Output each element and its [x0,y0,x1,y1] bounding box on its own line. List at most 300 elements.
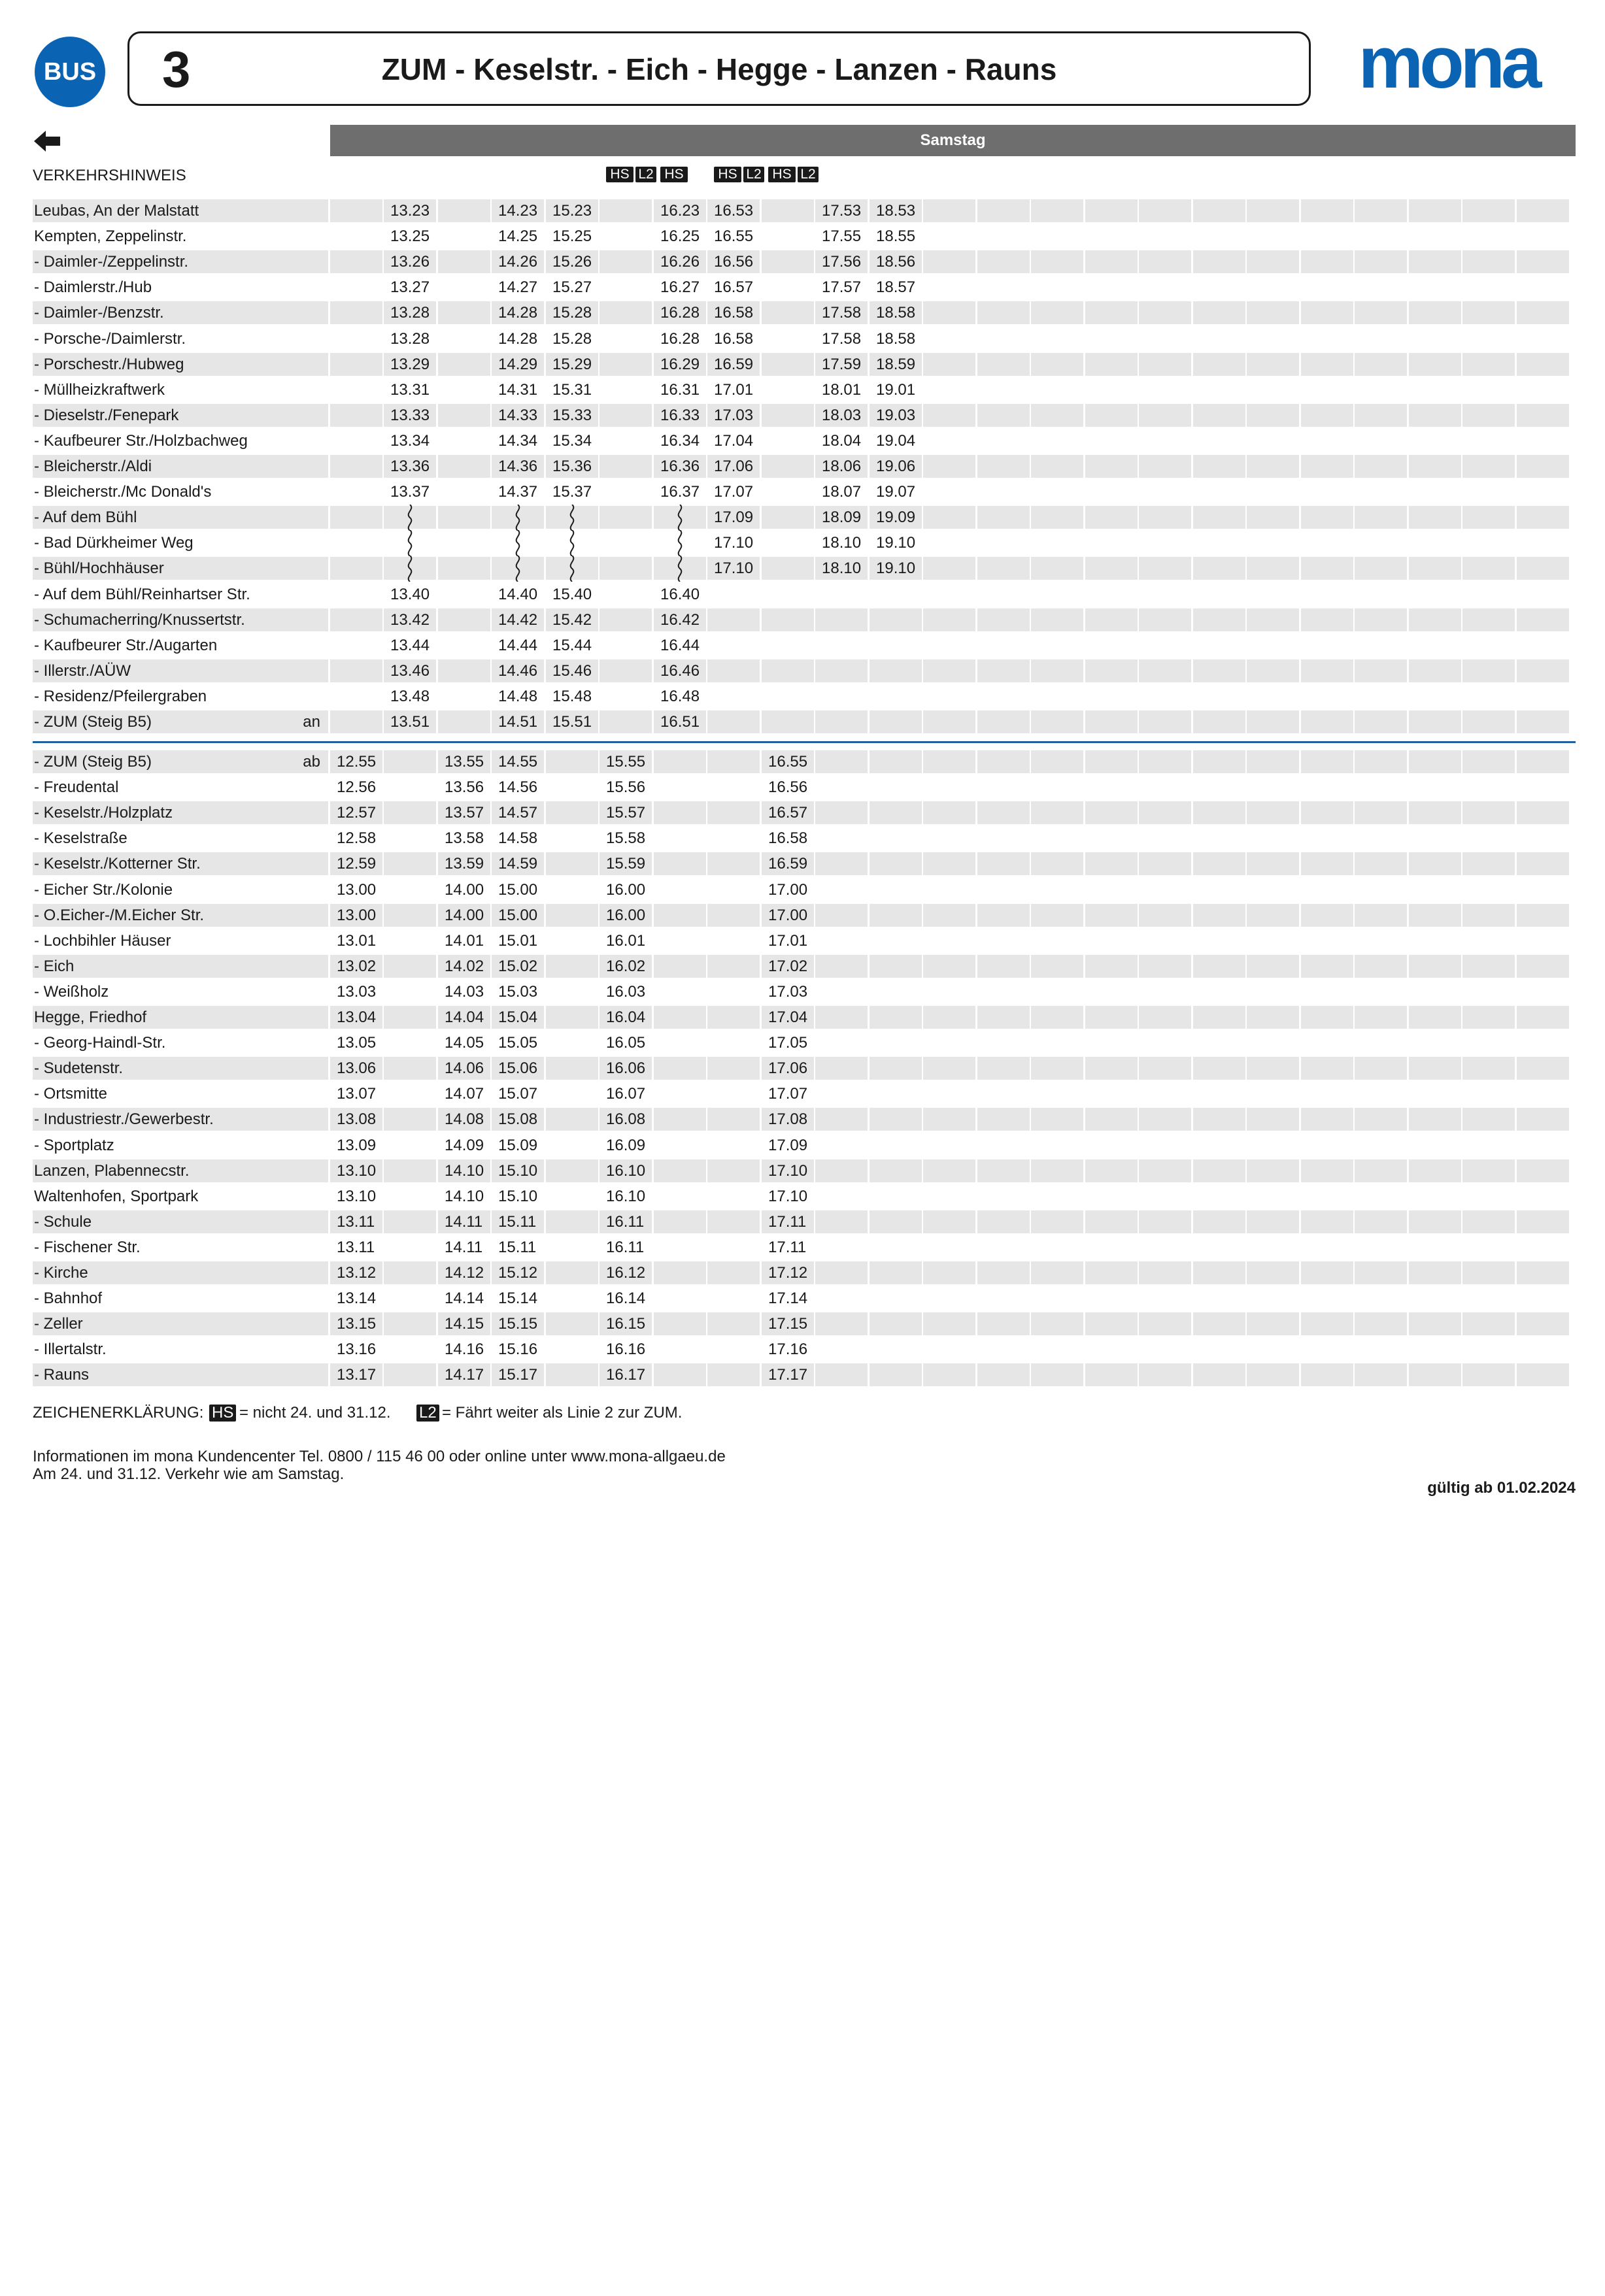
time-cell [923,1082,975,1105]
time-cell [1301,1338,1353,1361]
time-cell [492,353,544,376]
departure-time: 16.58 [768,829,808,848]
stop-name: - Bleicherstr./Aldi [34,458,152,475]
departure-time: 14.10 [445,1161,484,1180]
time-cell [492,685,544,708]
time-cell [384,1185,436,1208]
departure-time: 12.59 [337,855,377,873]
column-note-badge-l2: L2 [798,167,819,182]
time-cell [330,327,382,350]
departure-time: 16.12 [606,1264,646,1282]
time-cell [1031,1159,1083,1182]
departure-time: 13.36 [390,458,430,475]
departure-time: 14.36 [498,458,538,475]
time-cell [1409,955,1461,978]
time-cell [1517,404,1569,427]
time-cell [707,1210,760,1233]
time-cell [1193,1159,1245,1182]
time-cell [1247,1210,1299,1233]
time-cell [1409,506,1461,529]
time-cell [600,1082,652,1105]
time-cell [923,1134,975,1157]
stop-name: - ZUM (Steig B5) [34,753,152,771]
time-cell [384,378,436,401]
time-cell [1085,904,1138,927]
time-cell [438,955,490,978]
time-cell [707,827,760,850]
departure-time: 13.56 [445,778,484,797]
departure-time: 15.15 [498,1315,538,1333]
departure-time: 18.57 [876,278,916,297]
stop-cell [33,583,328,606]
time-cell [1139,878,1191,901]
time-cell [923,1210,975,1233]
time-cell [1409,1082,1461,1105]
time-cell [1301,225,1353,248]
time-cell [1409,429,1461,452]
time-cell [546,225,598,248]
time-cell [707,904,760,927]
departure-time: 15.55 [606,753,646,771]
time-cell [438,250,490,273]
stop-name: - Fischener Str. [34,1238,141,1256]
column-note-badge-hs: HS [606,167,634,182]
time-cell [1247,429,1299,452]
time-cell [1247,634,1299,657]
time-cell [1355,685,1407,708]
time-cell [438,878,490,901]
departure-time: 16.27 [660,278,700,297]
departure-time: 14.15 [445,1315,484,1333]
time-cell [1301,1159,1353,1182]
time-cell [870,455,922,478]
time-cell [1247,225,1299,248]
time-cell [762,1185,814,1208]
time-cell [977,1236,1030,1259]
skip-stop-icon [566,505,579,531]
time-cell [1517,1312,1569,1335]
time-cell [330,1057,382,1080]
time-cell [1301,378,1353,401]
time-cell [923,557,975,580]
time-cell [1409,1185,1461,1208]
line-title-box [127,31,1311,106]
departure-time: 14.07 [445,1085,484,1103]
time-cell [654,199,706,222]
time-cell [1193,250,1245,273]
time-cell [654,301,706,324]
time-cell [870,750,922,773]
timetable-row [33,301,1576,326]
time-cell [600,250,652,273]
departure-time: 16.09 [606,1136,646,1154]
skip-stop-icon [403,505,416,531]
time-cell [600,659,652,682]
departure-time: 17.01 [768,931,808,950]
time-cell [1462,929,1515,952]
timetable-row [33,1338,1576,1363]
timetable-row [33,455,1576,480]
time-cell [1193,710,1245,733]
departure-time: 16.00 [606,880,646,899]
timetable-row [33,429,1576,454]
departure-time: 17.00 [768,880,808,899]
time-cell [600,878,652,901]
stop-cell [33,353,328,376]
time-cell [654,1236,706,1259]
time-cell [1409,404,1461,427]
time-cell [1193,583,1245,606]
departure-time: 14.26 [498,253,538,271]
stop-name: - Porschestr./Hubweg [34,355,184,373]
stop-cell [33,776,328,799]
time-cell [546,404,598,427]
stop-name: - Kaufbeurer Str./Holzbachweg [34,431,248,450]
stop-name: - Sportplatz [34,1136,114,1154]
time-cell [707,801,760,824]
time-cell [1247,1006,1299,1029]
time-cell [1517,1338,1569,1361]
time-cell [438,980,490,1003]
time-cell [923,904,975,927]
stop-cell [33,378,328,401]
time-cell [1139,608,1191,631]
time-cell [546,1236,598,1259]
time-cell [1085,1006,1138,1029]
time-cell [977,1057,1030,1080]
time-cell [870,1363,922,1386]
departure-time: 16.58 [714,304,754,322]
info-line-contact: Informationen im mona Kundencenter Tel. 0800 / 115 46 00 oder online unter www.mona-allgaeu.de [33,1448,726,1465]
arrival-departure-marker: ab [303,753,320,771]
departure-time: 14.00 [445,880,484,899]
time-cell [1193,852,1245,875]
departure-time: 13.14 [337,1289,377,1308]
time-cell [384,827,436,850]
time-cell [384,634,436,657]
time-cell [977,827,1030,850]
time-cell [1085,1082,1138,1105]
time-cell [600,455,652,478]
time-cell [1355,557,1407,580]
time-cell [384,685,436,708]
validity-date: gültig ab 01.02.2024 [1427,1479,1576,1497]
time-cell [546,710,598,733]
timetable-row [33,1031,1576,1056]
departure-time: 14.11 [445,1212,483,1231]
stop-name: - Bad Dürkheimer Weg [34,534,194,552]
stop-name: - Ortsmitte [34,1085,107,1103]
time-cell [1247,1082,1299,1105]
time-cell [1031,557,1083,580]
time-cell [1301,659,1353,682]
stop-name: - Zeller [34,1315,83,1333]
time-cell [1517,276,1569,299]
departure-time: 14.05 [445,1034,484,1052]
timetable-row [33,685,1576,710]
time-cell [330,378,382,401]
time-cell [977,750,1030,773]
departure-time: 15.31 [552,380,592,399]
departure-time: 16.56 [768,778,808,797]
time-cell [815,1312,868,1335]
time-cell [1193,378,1245,401]
departure-time: 16.29 [660,355,700,373]
time-cell [1517,750,1569,773]
time-cell [438,1261,490,1284]
time-cell [330,557,382,580]
time-cell [1301,634,1353,657]
time-cell [1139,1363,1191,1386]
time-cell [546,1338,598,1361]
time-cell [707,327,760,350]
time-cell [977,801,1030,824]
departure-time: 16.53 [714,202,754,220]
departure-time: 16.58 [714,329,754,348]
time-cell [438,301,490,324]
time-cell [1193,429,1245,452]
time-cell [1193,929,1245,952]
time-cell [546,301,598,324]
time-cell [1517,1159,1569,1182]
time-cell [815,480,868,503]
time-cell [438,710,490,733]
time-cell [815,904,868,927]
time-cell [492,878,544,901]
time-cell [654,583,706,606]
time-cell [1139,710,1191,733]
departure-time: 18.10 [822,559,862,578]
departure-time: 17.11 [768,1238,807,1256]
time-cell [1139,827,1191,850]
departure-time: 18.58 [876,304,916,322]
time-cell [977,1159,1030,1182]
time-cell [1355,904,1407,927]
departure-time: 13.51 [390,713,430,731]
time-cell [815,685,868,708]
time-cell [815,955,868,978]
time-cell [600,1134,652,1157]
time-cell [707,634,760,657]
departure-time: 19.04 [876,431,916,450]
time-cell [1193,327,1245,350]
departure-time: 15.05 [498,1034,538,1052]
time-cell [1462,276,1515,299]
time-cell [1139,429,1191,452]
time-cell [438,827,490,850]
departure-time: 16.07 [606,1085,646,1103]
time-cell [1462,1006,1515,1029]
time-cell [1517,506,1569,529]
departure-time: 18.55 [876,227,916,246]
time-cell [707,710,760,733]
time-cell [815,199,868,222]
time-cell [870,1210,922,1233]
time-cell [707,608,760,631]
time-cell [1031,378,1083,401]
time-cell [1462,1338,1515,1361]
time-cell [1409,1159,1461,1182]
time-cell [977,1287,1030,1310]
time-cell [1031,250,1083,273]
time-cell [923,1236,975,1259]
stop-cell [33,1108,328,1131]
stop-cell [33,1006,328,1029]
time-cell [384,429,436,452]
time-cell [762,225,814,248]
departure-time: 14.01 [445,931,484,950]
time-cell [870,710,922,733]
time-cell [1193,1057,1245,1080]
time-cell [384,1236,436,1259]
departure-time: 17.08 [768,1110,808,1129]
time-cell [923,685,975,708]
time-cell [654,1210,706,1233]
departure-time: 16.55 [714,227,754,246]
time-cell [762,301,814,324]
time-cell [330,878,382,901]
time-cell [654,327,706,350]
legend-l2-badge: L2 [416,1405,439,1422]
departure-time: 17.59 [822,355,862,373]
stop-cell [33,480,328,503]
time-cell [1193,1108,1245,1131]
time-cell [1462,1261,1515,1284]
stop-name: - Rauns [34,1366,90,1384]
time-cell [1247,776,1299,799]
time-cell [654,852,706,875]
time-cell [1085,1031,1138,1054]
time-cell [1139,506,1191,529]
departure-time: 15.14 [498,1289,538,1308]
time-cell [815,557,868,580]
time-cell [438,429,490,452]
time-cell [1517,852,1569,875]
time-cell [330,710,382,733]
time-cell [1301,1006,1353,1029]
departure-time: 13.44 [390,636,430,654]
time-cell [707,685,760,708]
departure-time: 16.05 [606,1034,646,1052]
time-cell [762,429,814,452]
time-cell [1355,801,1407,824]
timetable-row [33,404,1576,429]
time-cell [654,250,706,273]
time-cell [600,710,652,733]
time-cell [330,531,382,554]
time-cell [546,980,598,1003]
time-cell [654,1159,706,1182]
time-cell [330,1312,382,1335]
time-cell [492,929,544,952]
time-cell [1193,1236,1245,1259]
departure-time: 15.27 [552,278,592,297]
time-cell [492,583,544,606]
departure-time: 13.06 [337,1059,377,1078]
time-cell [1462,1363,1515,1386]
time-cell [1462,199,1515,222]
time-cell [1139,557,1191,580]
time-cell [1139,1031,1191,1054]
time-cell [762,852,814,875]
time-cell [762,1210,814,1233]
stop-cell [33,608,328,631]
time-cell [1409,276,1461,299]
time-cell [923,929,975,952]
time-cell [330,1261,382,1284]
time-cell [1517,1108,1569,1131]
time-cell [1193,1082,1245,1105]
time-cell [1409,1338,1461,1361]
time-cell [977,531,1030,554]
skip-stop-icon [673,530,686,556]
departure-time: 18.56 [876,253,916,271]
time-cell [1462,1210,1515,1233]
time-cell [1031,1210,1083,1233]
time-cell [384,1006,436,1029]
departure-time: 17.14 [768,1289,808,1308]
time-cell [1031,506,1083,529]
stop-cell [33,1338,328,1361]
time-cell [707,225,760,248]
time-cell [654,225,706,248]
stop-name: - Schumacherring/Knussertstr. [34,610,245,629]
time-cell [762,1236,814,1259]
time-cell [1355,710,1407,733]
stop-name: - Weißholz [34,982,109,1001]
departure-time: 13.07 [337,1085,377,1103]
time-cell [654,1261,706,1284]
time-cell [1409,327,1461,350]
time-cell [600,1261,652,1284]
departure-time: 18.09 [822,508,862,527]
time-cell [600,1287,652,1310]
time-cell [492,1185,544,1208]
timetable-row [33,1236,1576,1261]
time-cell [923,608,975,631]
time-cell [1247,199,1299,222]
column-note-badge-hs: HS [714,167,741,182]
departure-time: 18.58 [876,329,916,348]
timetable-row [33,1082,1576,1107]
time-cell [600,685,652,708]
time-cell [762,276,814,299]
time-cell [330,1236,382,1259]
time-cell [1462,1185,1515,1208]
time-cell [654,980,706,1003]
time-cell [654,506,706,529]
time-cell [870,685,922,708]
time-cell [1085,557,1138,580]
time-cell [870,634,922,657]
time-cell [815,608,868,631]
time-cell [1085,1210,1138,1233]
time-cell [1139,1261,1191,1284]
departure-time: 18.03 [822,406,862,424]
time-cell [438,1236,490,1259]
time-cell [1301,557,1353,580]
time-cell [330,353,382,376]
departure-time: 14.59 [498,855,538,873]
time-cell [1301,276,1353,299]
time-cell [1139,276,1191,299]
time-cell [1517,1261,1569,1284]
departure-time: 15.04 [498,1008,538,1026]
time-cell [492,455,544,478]
departure-time: 16.28 [660,304,700,322]
departure-time: 17.09 [714,508,754,527]
time-cell [977,878,1030,901]
